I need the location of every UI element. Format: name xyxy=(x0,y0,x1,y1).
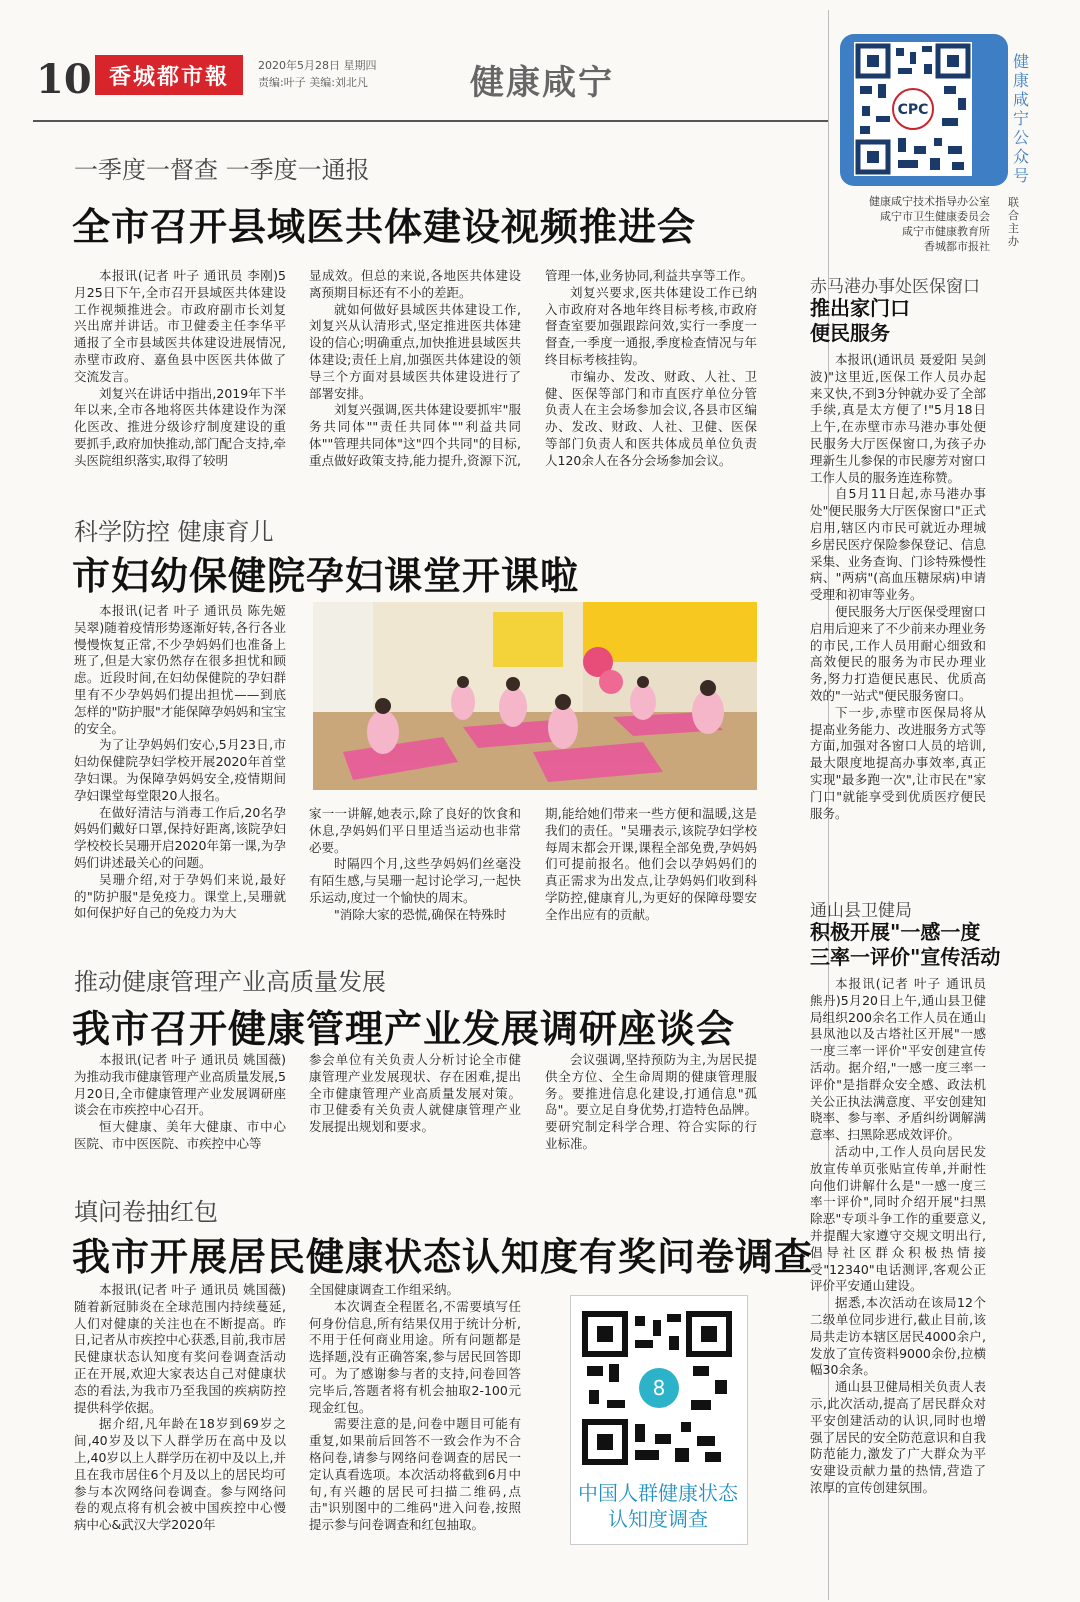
caption-line: 认知度调查 xyxy=(608,1507,708,1531)
article2-kicker: 科学防控 健康育儿 xyxy=(74,518,274,546)
article3-col3 xyxy=(545,1052,757,1158)
survey-qr-icon[interactable] xyxy=(571,1296,747,1474)
paragraph: 刘复兴要求,医共体建设工作已纳入市政府对各地年终目标考核,市政府督查室要加强跟踪问效,实行一季度一督查,一季度一通报,季度检查情况与年终目标考核挂钩。 xyxy=(545,284,757,367)
paragraph: 本报讯(记者 叶子 通讯员 李刚)5月25日下午,全市召开县域医共体建设工作视频推进会。市政府副市长刘复兴出席并讲话。市卫健委主任李华平通报了全市县域医共体建设进展情况,赤壁市政府、嘉鱼县中医医共体做了交流发言。 xyxy=(74,268,286,384)
paragraph: 家一一讲解,她表示,除了良好的饮食和休息,孕妈妈们平日里适当运动也非常必要。 xyxy=(309,806,521,855)
article3-col1 xyxy=(74,1052,286,1158)
paragraph: 本报讯(通讯员 聂爱阳 吴剑波)"这里近,医保工作人员办起来又快,不到3分钟就办妥了全部手续,真是太方便了!"5月18日上午,在赤壁市赤马港办事处便民服务大厅医保窗口,为孩子办理新生儿参保的市民廖芳对窗口工作人员的服务连连称赞。 xyxy=(810,352,986,485)
article2-col1 xyxy=(74,603,286,925)
headline-line: 三率一评价"宣传活动 xyxy=(810,945,1001,969)
article4-col2 xyxy=(309,1282,521,1544)
paragraph: 本报讯(记者 叶子 通讯员 姚国薇)随着新冠肺炎在全球范围内持续蔓延,人们对健康的关注也在不断提高。昨日,记者从市疾控中心获悉,目前,我市居民健康状态认知度有奖问卷调查活动正在开展,欢迎大家表达自己对健康状态的看法,为我市乃至我国的疾病防控提供科学依据。 xyxy=(74,1282,286,1415)
sponsor-line: 香城都市报社 xyxy=(924,240,990,253)
paragraph: 本报讯(记者 叶子 通讯员 陈先姬 吴翠)随着疫情形势逐渐好转,各行各业慢慢恢复正常,不少孕妈妈们也准备上班了,但是大家仍然存在很多担忧和顾虑。近段时间,在妇幼保健院的孕妇群里有不少孕妈妈们提出担忧——到底怎样的"防护服"才能保障孕妈妈和宝宝的安全。 xyxy=(74,603,286,736)
paragraph: 吴珊介绍,对于孕妈们来说,最好的"防护服"是免疫力。课堂上,吴珊就如何保护好自己的免疫力为大 xyxy=(74,871,286,921)
article1-col2 xyxy=(309,268,521,474)
paragraph: 通山县卫健局相关负责人表示,此次活动,提高了居民群众对平安创建活动的认识,同时也增强了居民的安全防范意识和自我防范能力,激发了广大群众为平安建设贡献力量的热情,营造了浓厚的宣传创建氛围。 xyxy=(810,1379,986,1495)
paragraph: 为了让孕妈妈们安心,5月23日,市妇幼保健院孕妇学校开展2020年首堂孕妇课。为保障孕妈妈安全,疫情期间孕妇课堂每堂限20人报名。 xyxy=(74,737,286,803)
paragraph: 下一步,赤壁市医保局将从提高业务能力、改进服务方式等方面,加强对各窗口人员的培训,最大限度地提高办事效率,真正实现"最多跑一次",让市民在"家门口"就能享受到优质医疗便民服务。 xyxy=(810,704,986,821)
sponsor-role: 联合主办 xyxy=(1008,196,1019,248)
article2-headline[interactable]: 市妇幼保健院孕妇课堂开课啦 xyxy=(72,554,580,598)
paragraph: 市编办、发改、财政、人社、卫健、医保等部门和市直医疗单位分管负责人在主会场参加会议,各县市区编办、发改、财政、人社、卫健、医保等部门负责人和医共体成员单位负责人120余人在各分会场参加会议。 xyxy=(545,368,757,468)
paragraph: 参会单位有关负责人分析讨论全市健康管理产业发展现状、存在困难,提出全市健康管理产业高质量发展对策。市卫健委有关负责人就健康管理产业发展提出规划和要求。 xyxy=(309,1052,521,1135)
paragraph: 显成效。但总的来说,各地医共体建设离预期目标还有不小的差距。 xyxy=(309,268,521,300)
caption-line: 中国人群健康状态 xyxy=(578,1481,738,1505)
sponsor-line: 咸宁市卫生健康委员会 xyxy=(880,210,990,223)
paragraph: 据悉,本次活动在该局12个二级单位同步进行,截止目前,该局共走访本辖区居民4000余户,发放了宣传资料9000余份,拉横幅30余条。 xyxy=(810,1295,986,1378)
svg-text:8: 8 xyxy=(652,1376,666,1400)
newspaper-logo: 香城都市報 xyxy=(95,55,243,95)
issue-date: 2020年5月28日 星期四 xyxy=(258,59,377,72)
sidebar1-headline[interactable] xyxy=(810,296,910,346)
survey-qr-caption xyxy=(570,1480,746,1532)
paragraph: 在做好清洁与消毒工作后,20名孕妈妈们戴好口罩,保持好距离,该院孕妇学校校长吴珊开启2020年第一课,为孕妈们讲述最关心的问题。 xyxy=(74,804,286,870)
sponsor-line: 健康咸宁技术指导办公室 xyxy=(869,195,990,208)
paragraph: 活动中,工作人员向居民发放宣传单页张贴宣传单,并耐性向他们讲解什么是"一感一度三率一评价",同时介绍开展"扫黑除恶"专项斗争工作的重要意义,并提醒大家遵守交规文明出行,倡导社区群众积极热情接受"12340"电话测评,客观公正评价平安通山建设。 xyxy=(810,1143,986,1294)
yoga-class-photo xyxy=(313,602,757,790)
article1-col3 xyxy=(545,268,757,474)
paragraph: 需要注意的是,问卷中题目可能有重复,如果前后回答不一致会作为不合格问卷,请参与网络问卷调查的居民一定认真看选项。本次活动将截到6月中旬,有兴趣的居民可扫描二维码,点击"识别图中的二维码"进入问卷,按照提示参与问卷调查和红包抽取。 xyxy=(309,1416,521,1533)
paragraph: 时隔四个月,这些孕妈妈们丝毫没有陌生感,与吴珊一起讨论学习,一起快乐运动,度过一个愉快的周末。 xyxy=(309,856,521,905)
paragraph: "消除大家的恐慌,确保在特殊时 xyxy=(334,906,507,922)
paragraph: 会议强调,坚持预防为主,为居民提供全方位、全生命周期的健康管理服务。要推进信息化建设,打通信息"孤岛"。要立足自身优势,打造特色品牌。要研究制定科学合理、符合实际的行业标准。 xyxy=(545,1052,757,1151)
sidebar2-kicker: 通山县卫健局 xyxy=(810,901,912,921)
headline-line: 便民服务 xyxy=(810,321,890,345)
paragraph: 刘复兴在讲话中指出,2019年下半年以来,全市各地将医共体建设作为深化医改、推进分级诊疗制度建设的重要抓手,政府加快推动,部门配合支持,牵头医院组织落实,取得了较明 xyxy=(74,385,286,468)
article3-col2 xyxy=(309,1052,521,1158)
page-number: 10 xyxy=(36,56,92,103)
paragraph: 自5月11日起,赤马港办事处"便民服务大厅医保窗口"正式启用,辖区内市民可就近办理城乡居民医疗保险参保登记、信息采集、业务查询、门诊特殊慢性病、"两病"(高血压糖尿病)申请受理和初审等业务。 xyxy=(810,486,986,603)
paragraph: 全国健康调查工作组采纳。 xyxy=(309,1282,460,1297)
sidebar2-headline[interactable] xyxy=(810,920,1000,970)
article4-col1 xyxy=(74,1282,286,1544)
paragraph: 管理一体,业务协同,利益共享等工作。 xyxy=(545,268,753,283)
paragraph: 本报讯(记者 叶子 通讯员 熊丹)5月20日上午,通山县卫健局组织200余名工作人员在通山县凤池以及古塔社区开展"一感一度三率一评价"平安创建宣传活动。据介绍,"一感一度三率一评价"是指群众安全感、政法机关公正执法满意度、平安创建知晓率、参与率、矛盾纠纷调解满意率、扫黑除恶成效评价。 xyxy=(810,976,986,1143)
article3-headline[interactable]: 我市召开健康管理产业发展调研座谈会 xyxy=(72,1007,736,1051)
paragraph: 期,能给她们带来一些方便和温暖,这是我们的责任。"吴珊表示,该院孕妇学校每周末都会开课,课程全部免费,孕妈妈们可提前报名。他们会以孕妈妈们的真正需求为出发点,让孕妈妈们收到科学防控,健康育儿,为更好的保障母婴安全作出应有的贡献。 xyxy=(545,806,757,922)
headline-line: 推出家门口 xyxy=(810,296,910,320)
paragraph: 本次调查全程匿名,不需要填写任何身份信息,所有结果仅用于统计分析,不用于任何商业用途。所有问题都是选择题,没有正确答案,参与居民回答即可。为了感谢参与者的支持,问卷回答完毕后,答题者将有机会抽取2-100元现金红包。 xyxy=(309,1298,521,1415)
sidebar1-kicker: 赤马港办事处医保窗口 xyxy=(810,277,980,297)
header-rule xyxy=(33,120,828,122)
paragraph: 便民服务大厅医保受理窗口启用后迎来了不少前来办理业务的市民,工作人员用耐心细致和高效便民的服务为市民办理业务,努力打造便民惠民、优质高效的"一站式"便民服务窗口。 xyxy=(810,603,986,703)
article2-col2 xyxy=(309,806,521,926)
paragraph: 恒大健康、美年大健康、市中心医院、市中医医院、市疾控中心等 xyxy=(74,1119,286,1151)
headline-line: 积极开展"一感一度 xyxy=(810,920,981,944)
sponsor-list xyxy=(840,194,990,254)
article4-kicker: 填问卷抽红包 xyxy=(74,1198,218,1226)
paragraph: 据介绍,凡年龄在18岁到69岁之间,40岁及以下人群学历在高中及以上,40岁以上人群学历在初中及以上,并且在我市居住6个月及以上的居民均可参与本次网络问卷调查。参与网络问卷的观点将有机会被中国疾控中心慢病中心&武汉大学2020年 xyxy=(74,1416,286,1533)
article1-kicker: 一季度一督查 一季度一通报 xyxy=(74,156,370,184)
article3-kicker: 推动健康管理产业高质量发展 xyxy=(74,968,386,996)
qr-code-icon[interactable] xyxy=(854,42,972,176)
sidebar1-body xyxy=(810,352,986,878)
sponsor-line: 咸宁市健康教育所 xyxy=(902,225,990,238)
article2-col3 xyxy=(545,806,757,926)
svg-text:CPC: CPC xyxy=(897,102,929,118)
article1-headline[interactable]: 全市召开县域医共体建设视频推进会 xyxy=(72,205,697,249)
article4-headline[interactable]: 我市开展居民健康状态认知度有奖问卷调查 xyxy=(72,1235,814,1279)
paragraph: 本报讯(记者 叶子 通讯员 姚国薇)为推动我市健康管理产业高质量发展,5月20日,全市健康管理产业发展调研座谈会在市疾控中心召开。 xyxy=(74,1052,286,1118)
article1-col1 xyxy=(74,268,286,474)
paragraph: 刘复兴强调,医共体建设要抓牢"服务共同体""责任共同体""利益共同体""管理共同体"这"四个共同"的目标,重点做好政策支持,能力提升,资源下沉, xyxy=(309,402,521,468)
qr-label: 健康咸宁公众号 xyxy=(1012,52,1029,185)
editors: 责编:叶子 美编:刘北凡 xyxy=(258,76,368,89)
paragraph: 就如何做好县域医共体建设工作,刘复兴从认清形式,坚定推进医共体建设的信心;明确重点,加快推进县域医共体建设;责任上肩,加强医共体建设的领导三个方面对县域医共体建设进行了部署安排。 xyxy=(309,301,521,401)
section-title: 健康咸宁 xyxy=(470,63,614,103)
sidebar2-body xyxy=(810,976,986,1592)
